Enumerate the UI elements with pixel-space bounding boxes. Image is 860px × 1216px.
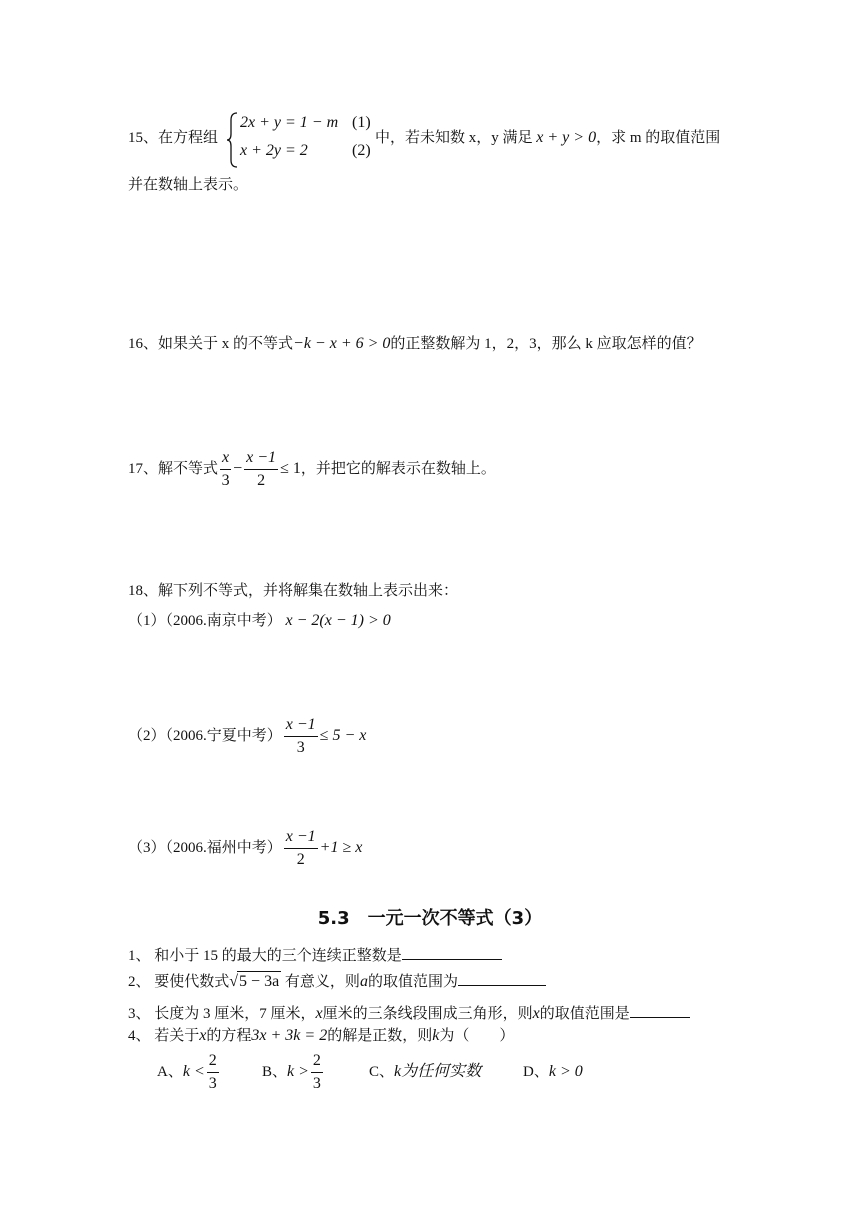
e4-var2: k [432,1027,440,1044]
e4-middle2: 的解是正数，则 [327,1028,433,1044]
e4-middle: 的方程 [206,1028,252,1044]
e4-var: x [199,1027,207,1044]
e3-middle: 厘米的三条线段围成三角形，则 [322,1006,533,1022]
q17-fraction-1 [220,447,231,492]
e1-text: 1、 和小于 15 的最大的三个连续正整数是 [128,948,402,964]
e2-answer-blank[interactable] [458,971,546,986]
q15-eq1: 2x + y = 1 − m [240,114,339,131]
e4-optB-den: 3 [312,1075,321,1093]
e2-prefix: 2、 要使代数式 [128,974,230,990]
q18-part2 [128,712,366,760]
e4-option-b[interactable] [262,1048,325,1096]
q18-part1 [128,611,391,631]
q18-stem: 18、解下列不等式，并将解集在数轴上表示出来： [128,583,459,599]
exercise-1 [128,945,502,966]
q15-line2: 并在数轴上表示。 [128,177,249,193]
q15-suffix: ，求 m 的取值范围 [596,130,721,146]
q17 [128,445,496,493]
e3-suffix: 的取值范围是 [539,1006,630,1022]
q15-eq1-tag: (1) [352,114,371,131]
q18-p3-rest: +1 ≥ x [319,839,363,856]
e4-optB-num: 2 [311,1050,323,1073]
q18-p1-expr: x − 2(x − 1) > 0 [285,612,391,629]
e4-optA-den: 3 [208,1075,217,1093]
q15-eq2-tag: (2) [352,142,371,159]
e4-optD-text: k > 0 [548,1063,583,1080]
e4-optB-label: B、 [262,1064,288,1080]
e2-middle: 有意义，则 [284,974,360,990]
q16-suffix: 的正整数解为 1，2，3，那么 k 应取怎样的值？ [390,336,702,352]
e4-optD-label: D、 [523,1064,549,1080]
q17-f2-num: x −1 [244,447,278,470]
q17-f2-den: 2 [257,472,266,490]
e4-prefix: 4、 若关于 [128,1028,200,1044]
e4-optA-fraction [207,1050,219,1095]
brace-icon [226,112,238,168]
e4-optA-rel: k < [182,1063,205,1080]
q18-p3-den: 2 [296,851,305,869]
q15-middle: 中，若未知数 x，y 满足 [375,130,533,146]
e3-prefix: 3、 长度为 3 厘米，7 厘米， [128,1006,316,1022]
q17-minus: − [233,460,243,477]
q18-p3-fraction [284,826,318,871]
e4-option-c[interactable] [369,1062,481,1082]
e2-radicand: 5 − 3a [239,973,280,990]
q16-prefix: 16、如果关于 x 的不等式 [128,336,294,352]
e4-optB-fraction [311,1050,323,1095]
q18-p3-label: （3）（2006.福州中考） [128,840,282,856]
e4-option-d[interactable] [523,1062,583,1082]
e3-var2: x [532,1005,540,1022]
q18-p2-num: x −1 [284,714,318,737]
q17-prefix: 17、解不等式 [128,461,219,477]
e3-var1: x [315,1005,323,1022]
e4-optA-num: 2 [207,1050,219,1073]
q18-part3 [128,824,362,872]
e4-optC-text: k为任何实数 [394,1063,482,1080]
e4-optA-label: A、 [157,1064,183,1080]
q17-fraction-2 [244,447,278,492]
q18-p1-label: （1）（2006.南京中考） [128,613,282,629]
q18-p2-den: 3 [296,739,305,757]
q18-p2-fraction [284,714,318,759]
e4-suffix: 为（ ） [439,1028,515,1044]
exercise-2 [128,971,546,992]
q17-suffix: ，并把它的解表示在数轴上。 [300,461,496,477]
q18-p3-num: x −1 [284,826,318,849]
q17-f1-den: 3 [221,472,230,490]
e3-answer-blank[interactable] [630,1003,690,1018]
q16-expr: −k − x + 6 > 0 [293,335,391,352]
e2-var: a [359,973,368,990]
q18-p2-rest: ≤ 5 − x [319,727,367,744]
e4-optB-rel: k > [287,1063,309,1080]
q17-rel: ≤ 1 [280,460,301,477]
e4-option-a[interactable] [157,1048,221,1096]
q15-cond: x + y > 0 [536,129,597,146]
exercise-3 [128,1003,690,1024]
e1-answer-blank[interactable] [402,945,502,960]
e4-optC-label: C、 [369,1064,395,1080]
q16 [128,334,702,354]
exercise-4 [128,1026,514,1046]
q15-prefix: 15、在方程组 [128,130,219,146]
section-title: 5.3 一元一次不等式（3） [317,908,543,929]
q15-condition-line [375,128,720,148]
e4-eq: 3x + 3k = 2 [251,1027,328,1044]
q18-p2-label: （2）（2006.宁夏中考） [128,728,282,744]
e2-suffix: 的取值范围为 [367,974,458,990]
sqrt-icon: √ [229,973,239,990]
q15-eq2: x + 2y = 2 [240,142,308,159]
q17-f1-num: x [220,447,231,470]
